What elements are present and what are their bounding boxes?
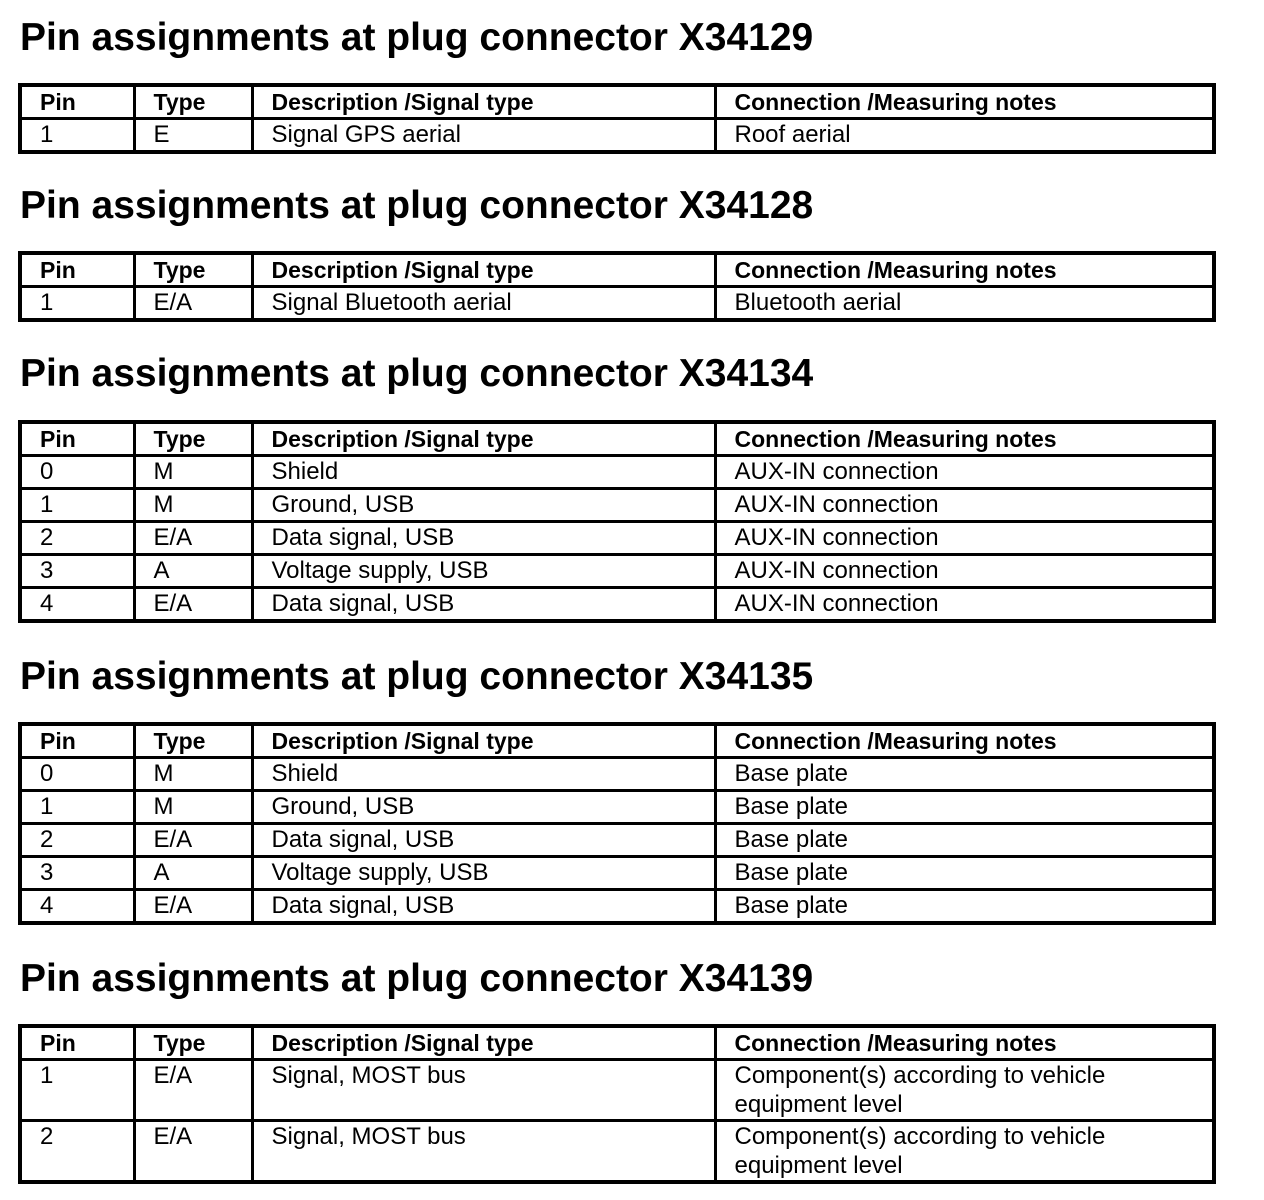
cell-description: Shield [252, 456, 715, 489]
cell-type: E/A [134, 522, 252, 555]
header-connection: Connection /Measuring notes [715, 1026, 1214, 1060]
section-title-x34139: Pin assignments at plug connector X34139 [20, 957, 814, 1000]
header-type: Type [134, 422, 252, 456]
table-row [20, 119, 1214, 153]
header-type: Type [134, 1026, 252, 1060]
cell-pin: 2 [20, 824, 134, 857]
table-row [20, 489, 1214, 522]
cell-description: Signal, MOST bus [252, 1121, 715, 1183]
pin-table-x34134 [18, 420, 1216, 623]
table-header-row [20, 724, 1214, 758]
cell-type: E/A [134, 1060, 252, 1121]
table-row [20, 588, 1214, 622]
table-row [20, 857, 1214, 890]
cell-pin: 1 [20, 489, 134, 522]
header-type: Type [134, 253, 252, 287]
cell-description: Signal GPS aerial [252, 119, 715, 153]
table-row [20, 824, 1214, 857]
cell-description: Signal, MOST bus [252, 1060, 715, 1121]
header-pin: Pin [20, 1026, 134, 1060]
pin-table-x34128 [18, 251, 1216, 322]
header-description: Description /Signal type [252, 1026, 715, 1060]
header-pin: Pin [20, 724, 134, 758]
table-header-row [20, 422, 1214, 456]
cell-pin: 1 [20, 287, 134, 321]
header-type: Type [134, 724, 252, 758]
cell-description: Ground, USB [252, 791, 715, 824]
table-row [20, 791, 1214, 824]
header-description: Description /Signal type [252, 253, 715, 287]
cell-connection: AUX-IN connection [715, 489, 1214, 522]
cell-description: Data signal, USB [252, 890, 715, 924]
header-description: Description /Signal type [252, 724, 715, 758]
cell-description: Signal Bluetooth aerial [252, 287, 715, 321]
header-description: Description /Signal type [252, 422, 715, 456]
section-title-x34129: Pin assignments at plug connector X34129 [20, 16, 814, 59]
cell-connection: Roof aerial [715, 119, 1214, 153]
cell-connection: Base plate [715, 824, 1214, 857]
header-pin: Pin [20, 253, 134, 287]
cell-connection: Base plate [715, 857, 1214, 890]
cell-type: M [134, 456, 252, 489]
cell-type: M [134, 791, 252, 824]
table-row [20, 1121, 1214, 1183]
pin-table-x34129 [18, 83, 1216, 154]
cell-connection: AUX-IN connection [715, 456, 1214, 489]
cell-type: E/A [134, 1121, 252, 1183]
pin-table-x34139 [18, 1024, 1216, 1184]
header-connection: Connection /Measuring notes [715, 253, 1214, 287]
section-title-x34128: Pin assignments at plug connector X34128 [20, 184, 814, 227]
cell-connection: Base plate [715, 758, 1214, 791]
table-header-row [20, 253, 1214, 287]
cell-description: Voltage supply, USB [252, 857, 715, 890]
table-row [20, 522, 1214, 555]
section-title-x34134: Pin assignments at plug connector X34134 [20, 352, 814, 395]
pin-table-x34135 [18, 722, 1216, 925]
cell-pin: 4 [20, 588, 134, 622]
cell-connection: Component(s) according to vehicle equipment level [715, 1121, 1214, 1183]
cell-connection: Base plate [715, 791, 1214, 824]
cell-connection: Base plate [715, 890, 1214, 924]
table-header-row [20, 85, 1214, 119]
cell-connection: Component(s) according to vehicle equipment level [715, 1060, 1214, 1121]
cell-pin: 0 [20, 758, 134, 791]
cell-type: E/A [134, 824, 252, 857]
header-connection: Connection /Measuring notes [715, 85, 1214, 119]
cell-type: A [134, 857, 252, 890]
header-pin: Pin [20, 85, 134, 119]
table-row [20, 456, 1214, 489]
table-row [20, 758, 1214, 791]
cell-pin: 1 [20, 1060, 134, 1121]
table-row [20, 555, 1214, 588]
cell-pin: 2 [20, 1121, 134, 1183]
cell-type: E/A [134, 287, 252, 321]
cell-description: Data signal, USB [252, 522, 715, 555]
cell-pin: 1 [20, 119, 134, 153]
cell-connection: AUX-IN connection [715, 522, 1214, 555]
cell-type: M [134, 758, 252, 791]
header-connection: Connection /Measuring notes [715, 422, 1214, 456]
cell-pin: 1 [20, 791, 134, 824]
cell-pin: 2 [20, 522, 134, 555]
table-row [20, 1060, 1214, 1121]
cell-type: E/A [134, 588, 252, 622]
table-row [20, 287, 1214, 321]
cell-connection: AUX-IN connection [715, 555, 1214, 588]
cell-pin: 3 [20, 555, 134, 588]
cell-type: E/A [134, 890, 252, 924]
cell-connection: Bluetooth aerial [715, 287, 1214, 321]
cell-type: M [134, 489, 252, 522]
cell-description: Shield [252, 758, 715, 791]
table-header-row [20, 1026, 1214, 1060]
cell-description: Data signal, USB [252, 824, 715, 857]
header-pin: Pin [20, 422, 134, 456]
header-connection: Connection /Measuring notes [715, 724, 1214, 758]
cell-type: E [134, 119, 252, 153]
cell-description: Ground, USB [252, 489, 715, 522]
header-description: Description /Signal type [252, 85, 715, 119]
cell-description: Data signal, USB [252, 588, 715, 622]
table-row [20, 890, 1214, 924]
cell-connection: AUX-IN connection [715, 588, 1214, 622]
cell-description: Voltage supply, USB [252, 555, 715, 588]
cell-pin: 4 [20, 890, 134, 924]
cell-pin: 0 [20, 456, 134, 489]
cell-type: A [134, 555, 252, 588]
cell-pin: 3 [20, 857, 134, 890]
section-title-x34135: Pin assignments at plug connector X34135 [20, 655, 814, 698]
header-type: Type [134, 85, 252, 119]
